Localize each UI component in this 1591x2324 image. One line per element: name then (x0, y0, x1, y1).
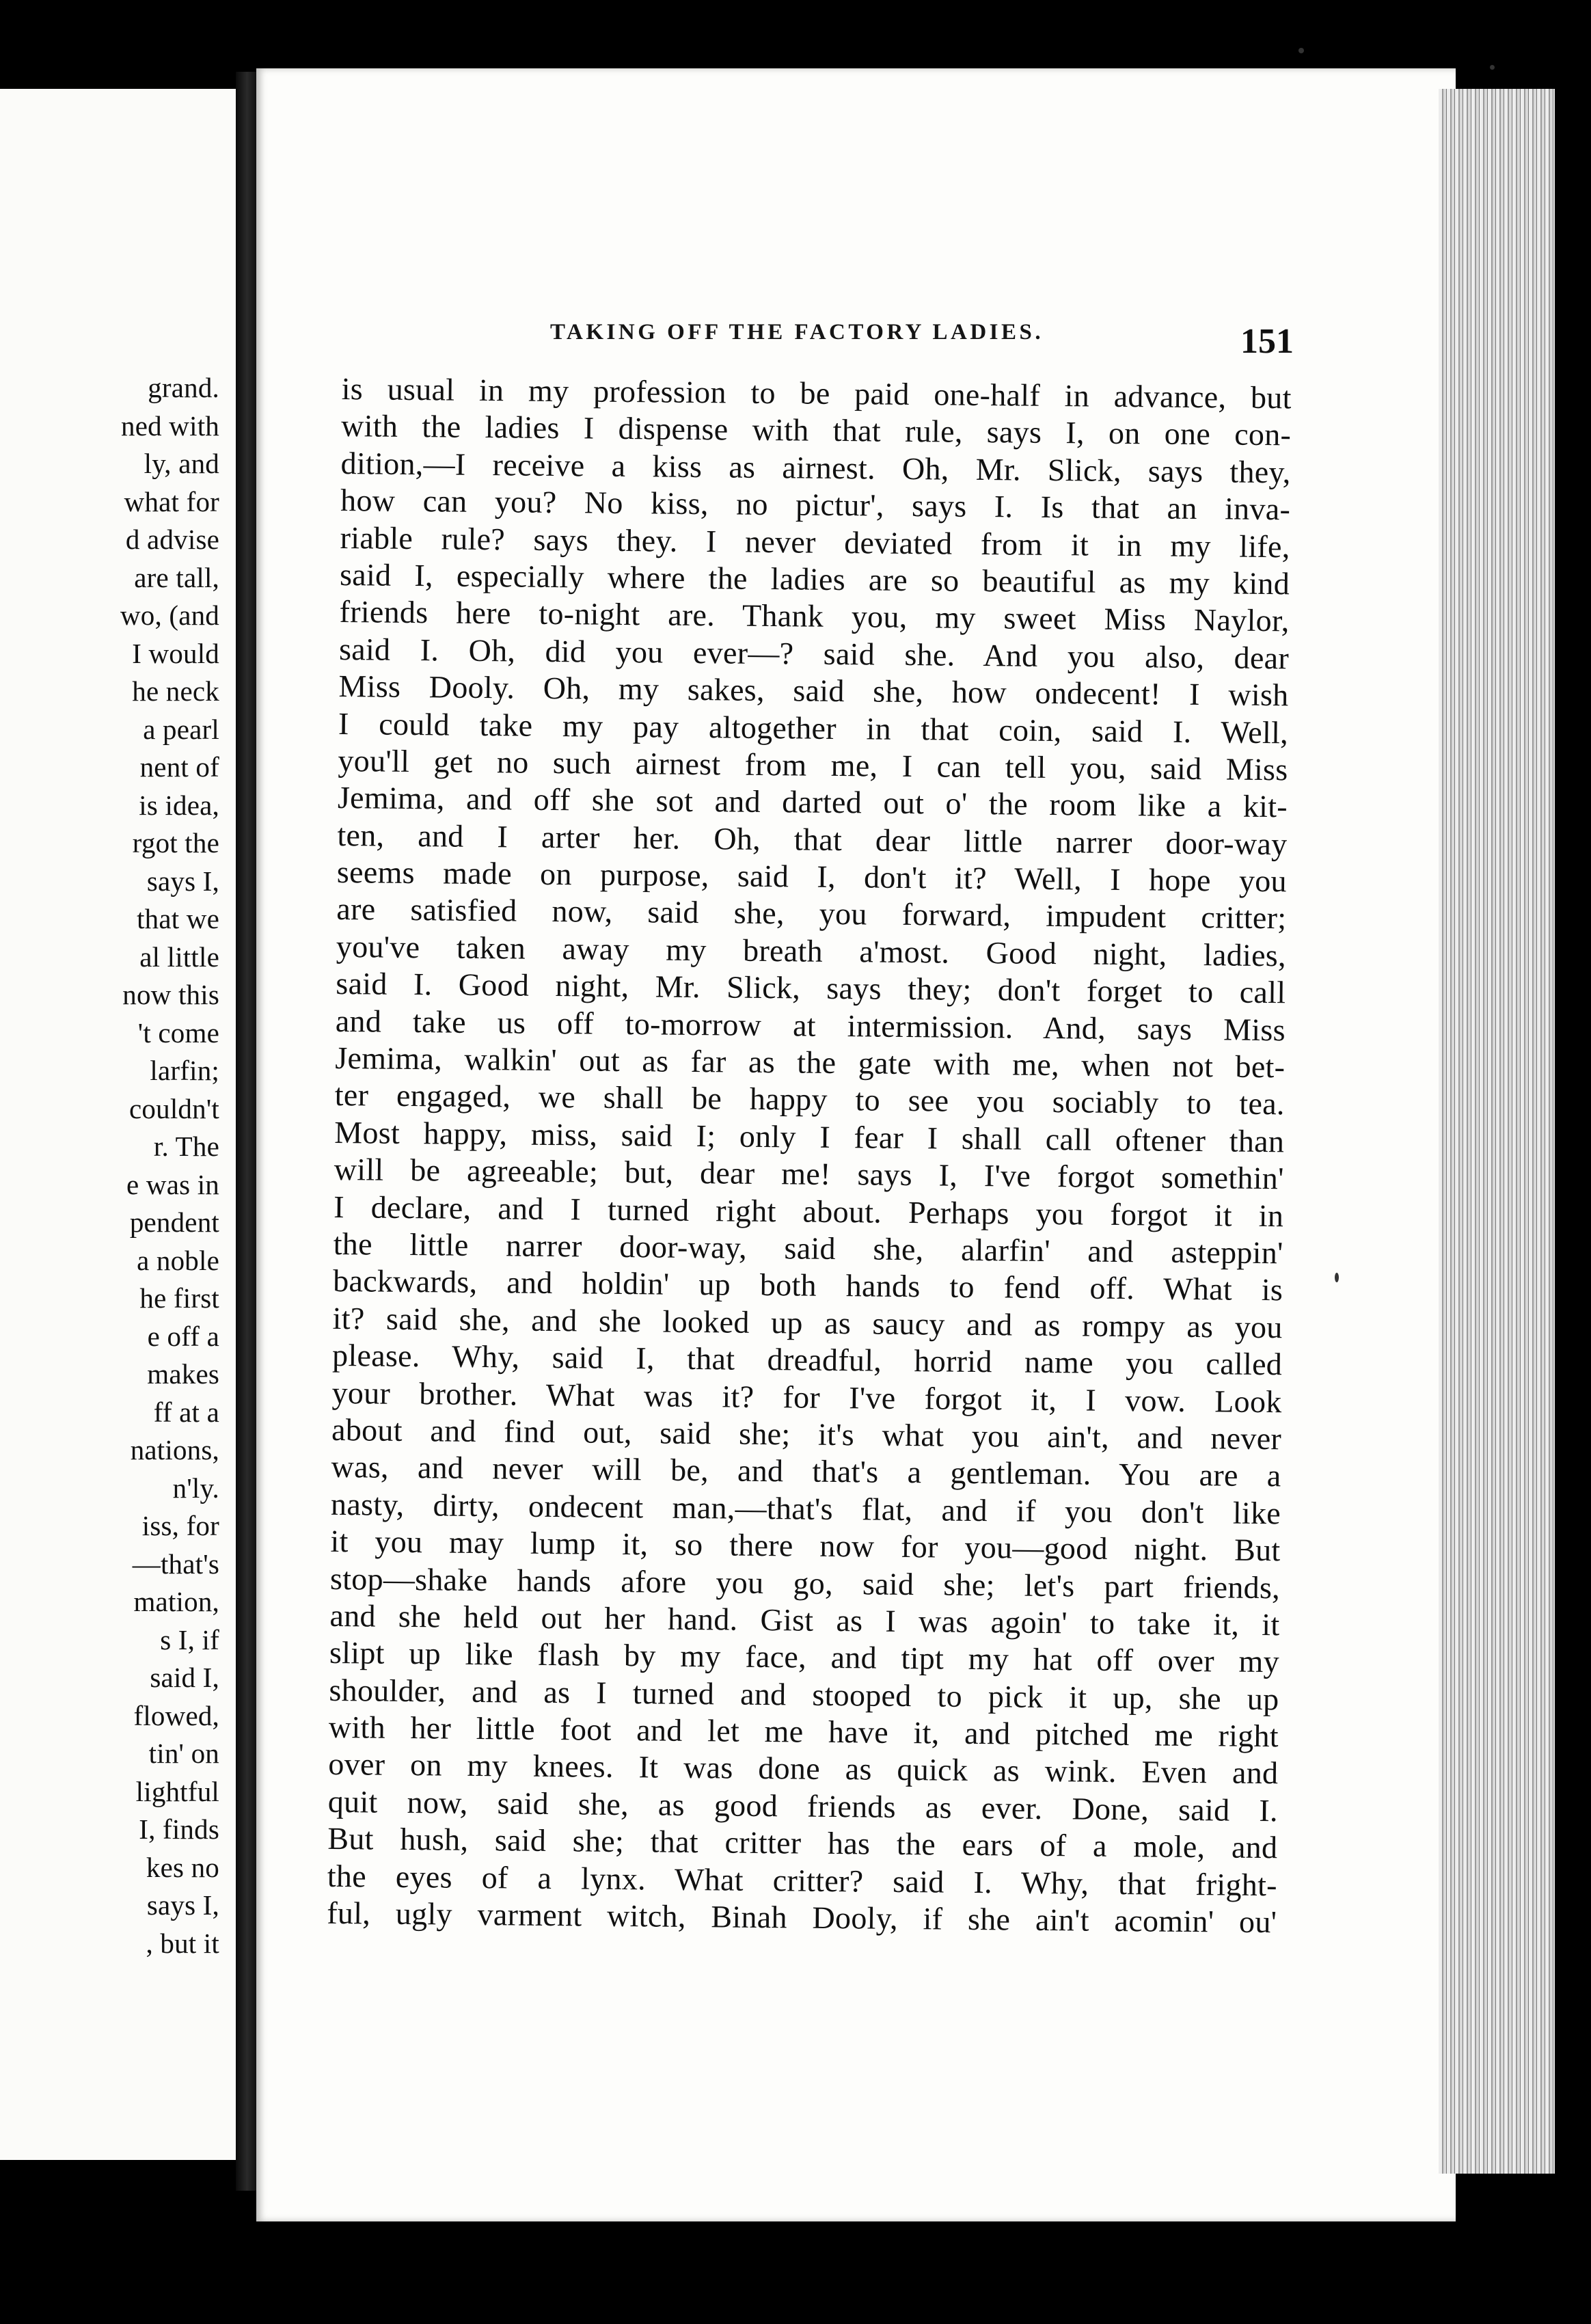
text-line: ter engaged, we shall be happy to see you sociably to tea. (334, 1077, 1286, 1122)
text-line: and she held out her hand. Gist as I was agoin' to take it, it (329, 1597, 1280, 1643)
left-page-line: a noble (137, 1244, 219, 1276)
text-line: it you may lump it, so there now for you—good night. But (330, 1524, 1281, 1568)
left-page-line: is idea, (139, 789, 219, 821)
text-line: Most happy, miss, said I; only I fear I shall call oftener than (334, 1114, 1285, 1159)
dust-speck (1298, 48, 1304, 53)
text-line: with her little foot and let me have it, and pitched me right (328, 1709, 1279, 1754)
left-page-line: n'ly. (172, 1472, 219, 1504)
left-page-line: —that's (132, 1548, 219, 1580)
text-line: Miss Dooly. Oh, my sakes, said she, how ondecent! I wish (338, 668, 1289, 713)
page-edges (1439, 89, 1555, 2174)
left-page-line: mation, (133, 1586, 219, 1617)
left-page-line: kes no (146, 1851, 219, 1883)
text-line: Jemima, and off she sot and darted out o' the room like a kit- (337, 780, 1288, 824)
left-page-line: , but it (146, 1927, 219, 1959)
text-line: please. Why, said I, that dreadful, horrid name you called (331, 1338, 1283, 1382)
text-line: friends here to-night are. Thank you, my sweet Miss Naylor, (339, 594, 1290, 638)
left-page-line: s I, if (160, 1623, 219, 1656)
left-page-line: are tall, (134, 561, 219, 593)
body-text (327, 370, 1292, 1941)
text-line: But hush, said she; that critter has the ears of a mole, and (327, 1821, 1278, 1865)
text-line: and take us off to-morrow at intermission. And, says Miss (335, 1003, 1286, 1047)
text-line: are satisfied now, said she, you forward, impudent critter; (336, 891, 1287, 936)
text-line: your brother. What was it? for I've forgot it, I vow. Look (331, 1375, 1282, 1419)
text-line: Jemima, walkin' out as far as the gate with me, when not bet- (335, 1040, 1286, 1085)
left-page-line: grand. (148, 372, 219, 403)
page-number: 151 (1240, 322, 1294, 361)
left-page-text (120, 369, 219, 1962)
text-line: with the ladies I dispense with that rule, says I, on one con- (340, 408, 1292, 452)
text-line: I could take my pay altogether in that coin, said I. Well, (338, 705, 1289, 750)
text-line: slipt up like flash by my face, and tipt my hat off over my (329, 1635, 1280, 1679)
text-line: said I, especially where the ladies are so beautiful as my kind (339, 556, 1290, 602)
left-page-line: I would (132, 637, 219, 669)
text-line: said I. Good night, Mr. Slick, says they; don't forget to call (336, 966, 1286, 1010)
left-page-line: iss, for (141, 1510, 219, 1541)
left-page-line: ly, and (144, 448, 219, 479)
left-page-line: d advise (125, 524, 219, 555)
left-page-line: he neck (132, 675, 219, 707)
left-page-line: e off a (147, 1320, 219, 1352)
left-page-line: pendent (129, 1206, 219, 1238)
text-line: was, and never will be, and that's a gentleman. You are a (331, 1449, 1281, 1494)
text-line: will be agreeable; but, dear me! says I, I've forgot somethin' (334, 1152, 1284, 1196)
left-page-line: says I, (146, 1889, 219, 1921)
left-page-line: a pearl (143, 713, 219, 745)
left-page-line: now this (122, 979, 219, 1010)
text-line: said I. Oh, did you ever—? said she. And you also, dear (338, 631, 1290, 676)
left-page-line: tin' on (148, 1738, 219, 1769)
left-page-line: al little (139, 941, 219, 973)
text-line: shoulder, and as I turned and stooped to pick it up, she up (329, 1672, 1279, 1716)
left-page-line: e was in (126, 1168, 219, 1200)
left-page-line: what for (124, 485, 219, 517)
text-line: I declare, and I turned right about. Perhaps you forgot it in (334, 1189, 1284, 1233)
left-page-line: r. The (153, 1131, 219, 1162)
left-page-line: said I, (150, 1662, 219, 1693)
left-page-line: couldn't (129, 1092, 219, 1124)
left-page-line: I, finds (139, 1813, 219, 1845)
text-line: riable rule? says they. I never deviated from it in my life, (340, 519, 1290, 564)
text-line: it? said she, and she looked up as saucy and as rompy as you (332, 1300, 1283, 1345)
book-gutter (236, 72, 256, 2191)
left-page-line: says I, (146, 865, 219, 897)
text-line: ful, ugly varment witch, Binah Dooly, if she ain't acomin' ou' (327, 1895, 1277, 1940)
text-line: nasty, dirty, ondecent man,—that's flat, and if you don't like (330, 1486, 1281, 1530)
left-page-line: wo, (and (120, 599, 219, 631)
text-line: the eyes of a lynx. What critter? said I. Why, that fright- (327, 1858, 1278, 1902)
left-page-line: rgot the (132, 827, 219, 859)
dust-speck (1490, 65, 1495, 70)
left-page-line: that we (137, 903, 219, 934)
left-page-line: he first (139, 1282, 219, 1314)
left-page-fragment (0, 89, 236, 2160)
text-line: quit now, said she, as good friends as ever. Done, said I. (327, 1783, 1279, 1828)
text-line: ten, and I arter her. Oh, that dear little narrer door-way (337, 817, 1288, 861)
text-line: stop—shake hands afore you go, said she; let's part friends, (329, 1560, 1281, 1605)
left-page-line: ned with (121, 409, 219, 442)
text-line: seems made on purpose, said I, don't it? Well, I hope you (336, 854, 1288, 899)
text-line: you've taken away my breath a'most. Good night, ladies, (336, 928, 1287, 973)
left-page-line: nent of (139, 751, 219, 783)
text-line: about and find out, said she; it's what you ain't, and never (331, 1411, 1282, 1457)
left-page-line: nations, (130, 1434, 219, 1465)
text-line: dition,—I receive a kiss as airnest. Oh, Mr. Slick, says they, (340, 445, 1291, 490)
text-line: backwards, and holdin' up both hands to fend off. What is (332, 1263, 1283, 1308)
text-line: over on my knees. It was done as quick as wink. Even and (328, 1746, 1279, 1791)
left-page-line: 't come (137, 1016, 219, 1049)
running-head: TAKING OFF THE FACTORY LADIES. (550, 320, 1044, 344)
text-line: the little narrer door-way, said she, alarfin' and asteppin' (333, 1226, 1283, 1271)
left-page-line: makes (147, 1358, 219, 1390)
text-line: you'll get no such airnest from me, I can tell you, said Miss (338, 742, 1288, 787)
dust-speck (1335, 1273, 1339, 1282)
text-line: is usual in my profession to be paid one-half in advance, but (341, 370, 1292, 416)
left-page-line: larfin; (150, 1055, 219, 1086)
left-page-line: flowed, (133, 1699, 219, 1731)
text-line: how can you? No kiss, no pictur', says I. Is that an inva- (340, 483, 1291, 527)
left-page-line: ff at a (153, 1396, 219, 1428)
left-page-line: lightful (135, 1775, 219, 1807)
